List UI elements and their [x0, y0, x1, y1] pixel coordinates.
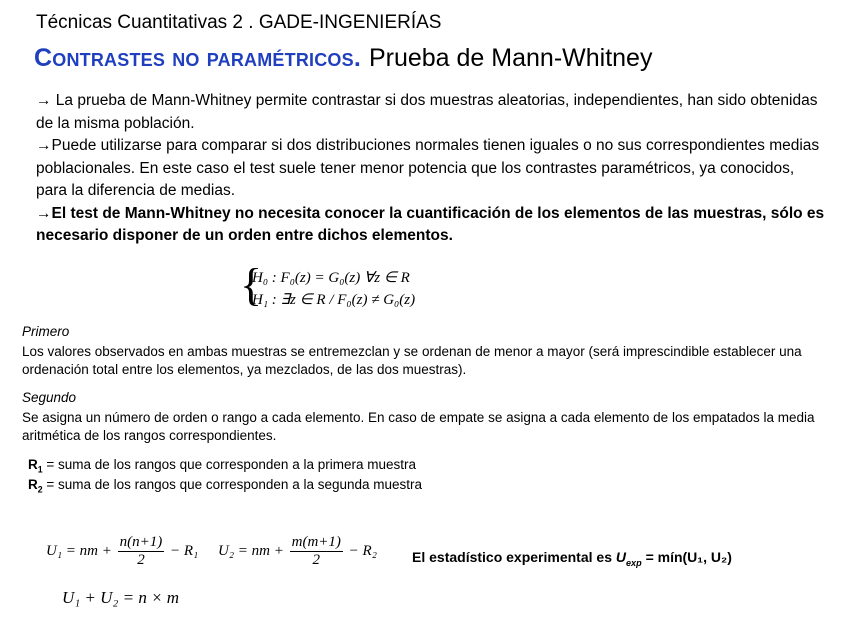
intro-paragraph-1: → La prueba de Mann-Whitney permite contrastar si dos muestras aleatorias, independientes, han sido obtenidas de la misma población.	[36, 92, 818, 132]
r1-text: = suma de los rangos que corresponden a la primera muestra	[46, 457, 416, 472]
r2-definition: $R_2$ = suma de los rangos que corresponden a la segunda muestra	[28, 477, 423, 495]
statistic-definition: El estadístico experimental es $U_{exp}$ = mín(U₁, U₂)	[412, 549, 732, 568]
slide-title	[34, 44, 652, 73]
r1-definition: $R_1$ = suma de los rangos que corresponden a la primera muestra	[28, 457, 416, 475]
u2-numerator: m(m+1)	[291, 534, 341, 550]
intro-paragraph-3: →El test de Mann-Whitney no necesita conocer la cuantificación de los elementos de las muestras, sólo es necesario disponer de un orden entre dichos elementos.	[36, 204, 825, 244]
null-hypothesis: H₀ : F₀(z) = G₀(z) ∀z ∈ R	[252, 270, 410, 286]
u2-fraction	[290, 534, 343, 569]
step-second-label: Segundo	[22, 390, 77, 405]
u1-fraction	[118, 534, 165, 569]
u1-tail: − R₁	[170, 542, 199, 559]
u1-lhs: U₁ = nm +	[46, 542, 112, 559]
title-rest: Prueba de Mann-Whitney	[368, 44, 653, 72]
r2-text: = suma de los rangos que corresponden a la segunda muestra	[46, 477, 423, 492]
u2-denominator: 2	[312, 552, 321, 568]
u-sum-formula: U₁ + U₂ = n × m	[62, 588, 180, 607]
step-first-text: Los valores observados en ambas muestras se entremezclan y se ordenan de menor a mayor (será imprescindible establecer una ordenación total entre los elementos, ya mezclados, de las dos muestras).	[22, 344, 802, 377]
alternative-hypothesis: H₁ : ∃z ∈ R / F₀(z) ≠ G₀(z)	[252, 292, 416, 308]
step-second-text: Se asigna un número de orden o rango a cada elemento. En caso de empate se asigna a cada elemento de los empatados la media aritmética de los rangos correspondientes.	[22, 410, 815, 443]
u1-formula	[46, 534, 198, 569]
u2-tail: − R₂	[348, 542, 377, 559]
u1-denominator: 2	[137, 552, 145, 568]
intro-paragraph-2: →Puede utilizarse para comparar si dos distribuciones normales tienen iguales o no sus correspondientes medias poblacionales. En este caso el test suele tener menor potencia que los contrastes paramétricos, ya conocidos, para la diferencia de medias.	[36, 137, 820, 199]
u1-numerator: n(n+1)	[119, 534, 163, 550]
statistic-value: = mín(U₁, U₂)	[645, 549, 732, 565]
course-header: Técnicas Cuantitativas 2 . GADE-INGENIERÍAS	[36, 12, 442, 33]
statistic-text: El estadístico experimental es	[412, 549, 612, 565]
step-first-label: Primero	[22, 324, 70, 339]
u2-lhs: U₂ = nm +	[218, 542, 284, 559]
intro-text	[36, 90, 826, 248]
u2-formula	[218, 534, 377, 569]
title-highlight: Contrastes no paramétricos.	[34, 44, 361, 72]
brace-icon: {	[240, 259, 263, 310]
